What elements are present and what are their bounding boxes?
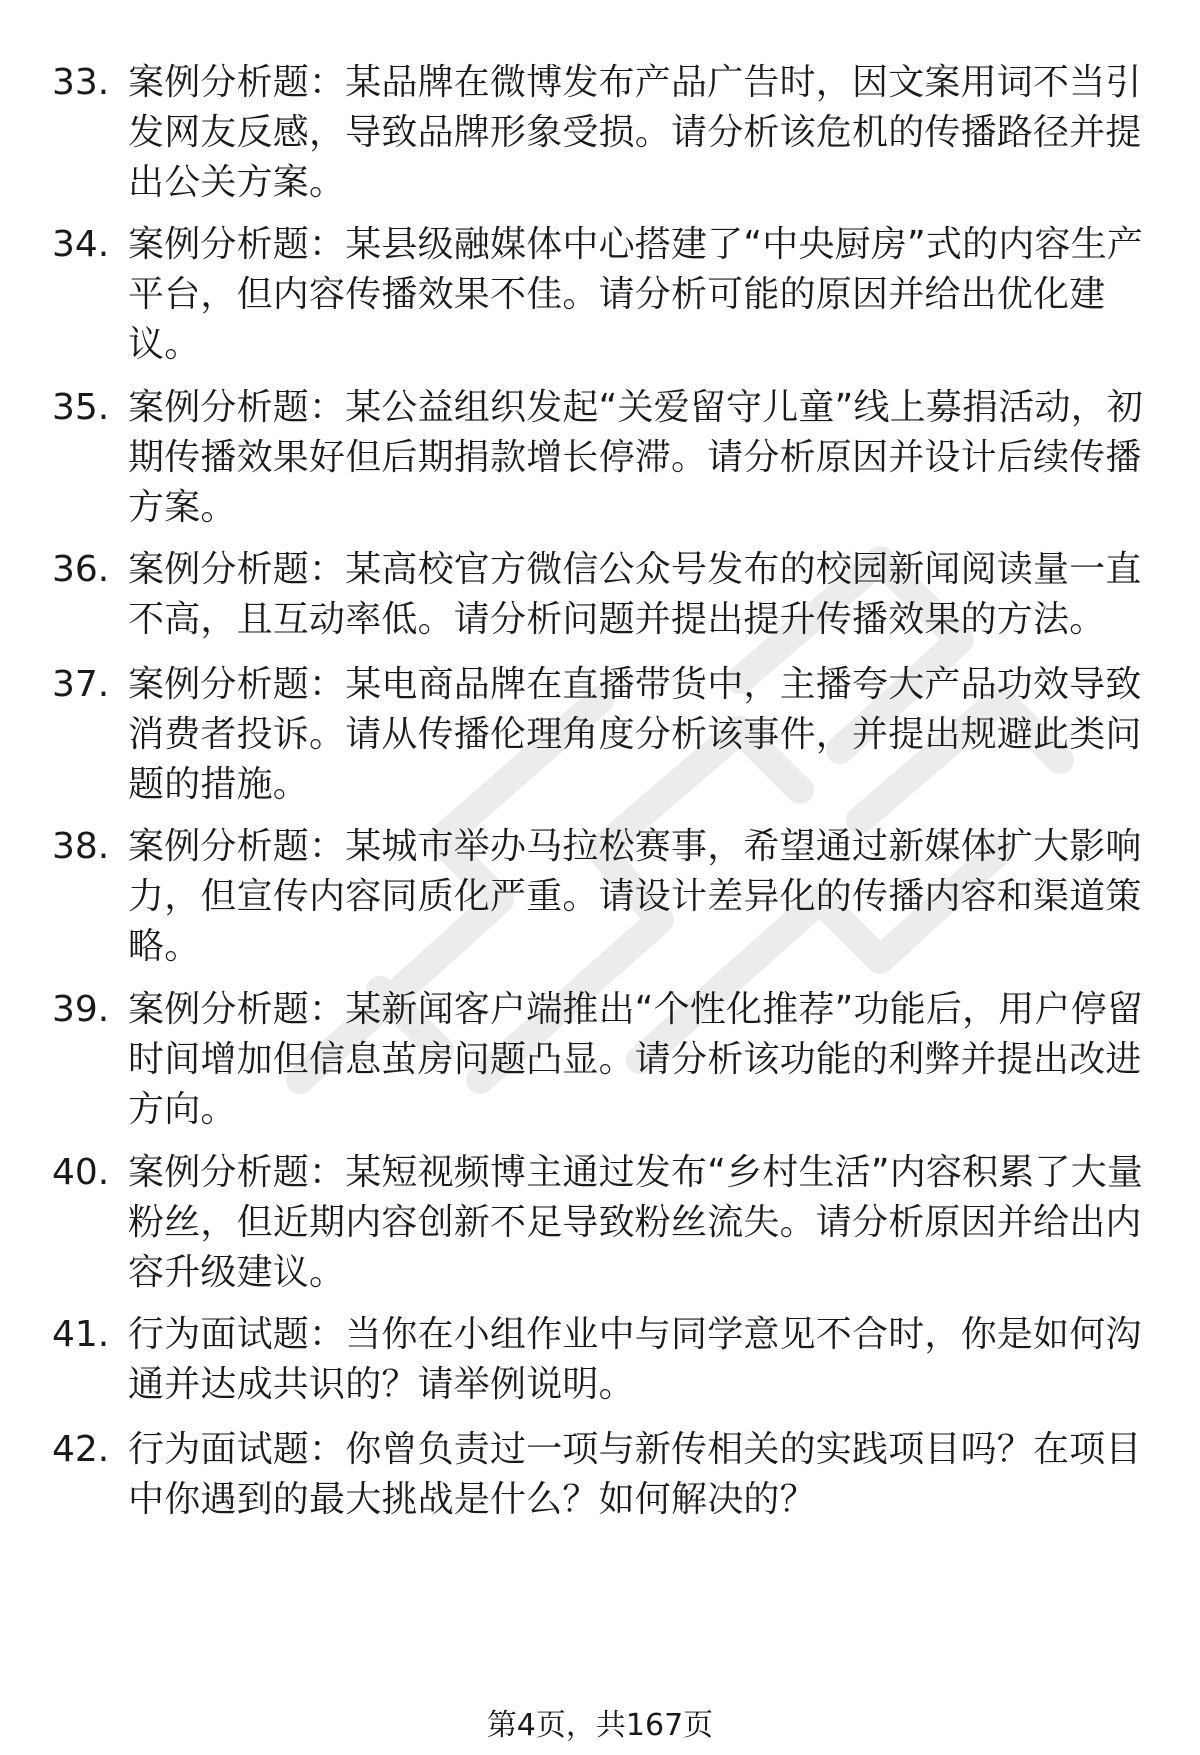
question-text: 案例分析题：某公益组织发起“关爱留守儿童”线上募捐活动，初期传播效果好但后期捐款增长停滞。请分析原因并设计后续传播方案。: [128, 387, 1144, 528]
question-number: 38.: [52, 826, 110, 867]
question-number: 41.: [52, 1314, 110, 1355]
question-text: 案例分析题：某县级融媒体中心搭建了“中央厨房”式的内容生产平台，但内容传播效果不佳。请分析可能的原因并给出优化建议。: [128, 224, 1144, 365]
question-text: 案例分析题：某品牌在微博发布产品广告时，因文案用词不当引发网友反感，导致品牌形象受损。请分析该危机的传播路径并提出公关方案。: [128, 62, 1142, 203]
question-number: 36.: [52, 549, 110, 590]
question-number: 40.: [52, 1152, 110, 1193]
question-number: 39.: [52, 989, 110, 1030]
question-text: 行为面试题：当你在小组作业中与同学意见不合时，你是如何沟通并达成共识的？请举例说明。: [128, 1314, 1142, 1405]
question-text: 案例分析题：某短视频博主通过发布“乡村生活”内容积累了大量粉丝，但近期内容创新不足导致粉丝流失。请分析原因并给出内容升级建议。: [128, 1152, 1144, 1293]
question-text: 案例分析题：某高校官方微信公众号发布的校园新闻阅读量一直不高，且互动率低。请分析问题并提出提升传播效果的方法。: [128, 549, 1142, 640]
question-item: [0, 58, 1200, 238]
question-number: 42.: [52, 1429, 110, 1470]
question-item: [0, 1425, 1200, 1605]
question-number: 37.: [52, 664, 110, 705]
question-item: [0, 383, 1200, 563]
question-text: 行为面试题：你曾负责过一项与新传相关的实践项目吗？在项目中你遇到的最大挑战是什么？如何解决的？: [128, 1429, 1142, 1520]
question-text: 案例分析题：某新闻客户端推出“个性化推荐”功能后，用户停留时间增加但信息茧房问题凸显。请分析该功能的利弊并提出改进方向。: [128, 989, 1144, 1130]
question-text: 案例分析题：某电商品牌在直播带货中，主播夸大产品功效导致消费者投诉。请从传播伦理角度分析该事件，并提出规避此类问题的措施。: [128, 664, 1142, 805]
question-item: [0, 985, 1200, 1165]
question-number: 33.: [52, 62, 110, 103]
question-number: 35.: [52, 387, 110, 428]
question-item: [0, 220, 1200, 400]
question-item: [0, 1148, 1200, 1328]
page-footer: 第4页，共167页: [486, 1708, 714, 1743]
question-number: 34.: [52, 224, 110, 265]
question-item: [0, 660, 1200, 840]
question-text: 案例分析题：某城市举办马拉松赛事，希望通过新媒体扩大影响力，但宣传内容同质化严重。请设计差异化的传播内容和渠道策略。: [128, 826, 1142, 967]
question-item: [0, 822, 1200, 1002]
